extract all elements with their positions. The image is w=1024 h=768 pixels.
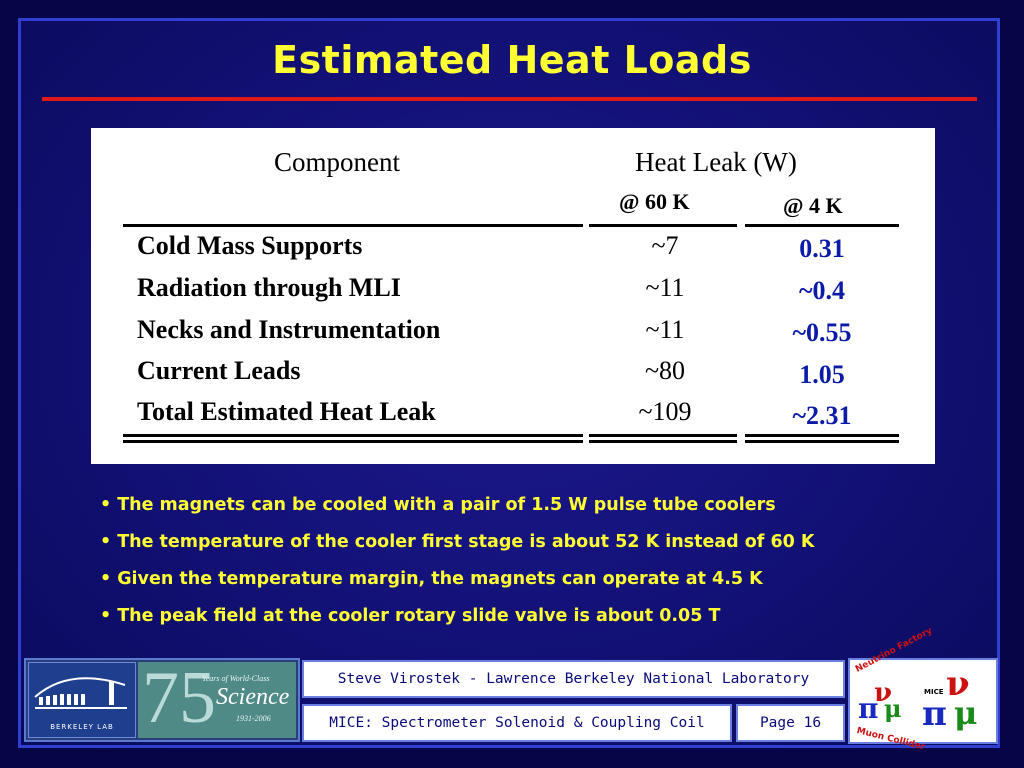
table-cell-4k: 1.05 <box>799 360 845 389</box>
header-rule <box>745 224 899 227</box>
anniversary-years: 1931-2006 <box>236 714 271 723</box>
anniversary-science: Science <box>216 684 290 710</box>
footer-rule <box>589 440 737 443</box>
bullet-text: Given the temperature margin, the magnets can operate at 4.5 K <box>117 569 763 589</box>
footer-rule <box>123 434 583 437</box>
table-row-label: Radiation through MLI <box>137 273 401 302</box>
table-cell-60k: ~11 <box>645 273 685 302</box>
footer-subject: MICE: Spectrometer Solenoid & Coupling Coil <box>302 704 732 742</box>
bullet-item <box>100 527 1000 564</box>
anniversary-logo <box>138 657 296 739</box>
nu-symbol-large-icon: ν <box>946 664 970 704</box>
header-rule <box>123 224 583 227</box>
table-cell-4k: ~0.55 <box>792 318 852 347</box>
footer-rule <box>123 440 583 443</box>
pi-symbol-large-icon: π <box>922 694 947 734</box>
bullet-item <box>100 601 1000 638</box>
bullet-text: The magnets can be cooled with a pair of 1.5 W pulse tube coolers <box>117 495 776 515</box>
table-row-label: Cold Mass Supports <box>137 231 363 260</box>
anniversary-line1: Years of World-Class <box>202 674 270 683</box>
bullet-dot-icon: • <box>100 606 112 626</box>
footer-rule <box>745 434 899 437</box>
neutrino-factory-mice-logo <box>848 625 998 753</box>
berkeley-lab-text: BERKELEY LAB <box>50 723 114 731</box>
table-row-label: Current Leads <box>137 356 301 385</box>
bullet-dot-icon: • <box>100 569 112 589</box>
mice-logo-top-text: Neutrino Factory <box>854 625 935 675</box>
table-cell-4k: 0.31 <box>799 234 845 263</box>
table-cell-60k: ~109 <box>638 397 692 426</box>
header-4k: @ 4 K <box>783 193 843 218</box>
header-rule <box>589 224 737 227</box>
bullet-dot-icon: • <box>100 532 112 552</box>
nu-symbol-icon: ν <box>874 678 893 708</box>
header-component: Component <box>274 147 400 177</box>
footer-rule <box>745 440 899 443</box>
bullet-text: The peak field at the cooler rotary slide valve is about 0.05 T <box>117 606 721 626</box>
bullet-item <box>100 490 1000 527</box>
mice-logo-label: MICE <box>924 688 944 696</box>
footer-page-number: Page 16 <box>736 704 845 742</box>
pi-symbol-icon: π <box>858 692 879 725</box>
table-cell-60k: ~7 <box>651 231 679 260</box>
bullet-item <box>100 564 1000 601</box>
heat-load-table <box>91 128 935 464</box>
mu-symbol-icon: μ <box>884 694 902 723</box>
slide-title: Estimated Heat Loads <box>272 38 752 82</box>
table-cell-4k: ~0.4 <box>798 276 846 305</box>
berkeley-lab-building-icon <box>29 663 135 719</box>
table-row-label: Necks and Instrumentation <box>137 315 441 344</box>
bullet-text: The temperature of the cooler first stage is about 52 K instead of 60 K <box>117 532 815 552</box>
table-cell-60k: ~80 <box>644 356 686 385</box>
anniversary-number: 75 <box>142 657 216 739</box>
header-heat-leak: Heat Leak (W) <box>635 147 797 177</box>
table-cell-60k: ~11 <box>645 315 685 344</box>
mice-logo-bottom-text: Muon Collider <box>855 726 927 753</box>
footer-author: Steve Virostek - Lawrence Berkeley National Laboratory <box>302 660 845 698</box>
mu-symbol-large-icon: μ <box>954 694 978 732</box>
bullet-dot-icon: • <box>100 495 112 515</box>
header-60k: @ 60 K <box>619 189 690 214</box>
title-underline <box>42 97 977 101</box>
footer-rule <box>589 434 737 437</box>
berkeley-lab-logo <box>28 662 136 738</box>
bullet-list <box>100 490 1000 638</box>
table-row-label: Total Estimated Heat Leak <box>137 397 436 426</box>
table-cell-4k: ~2.31 <box>792 401 852 430</box>
